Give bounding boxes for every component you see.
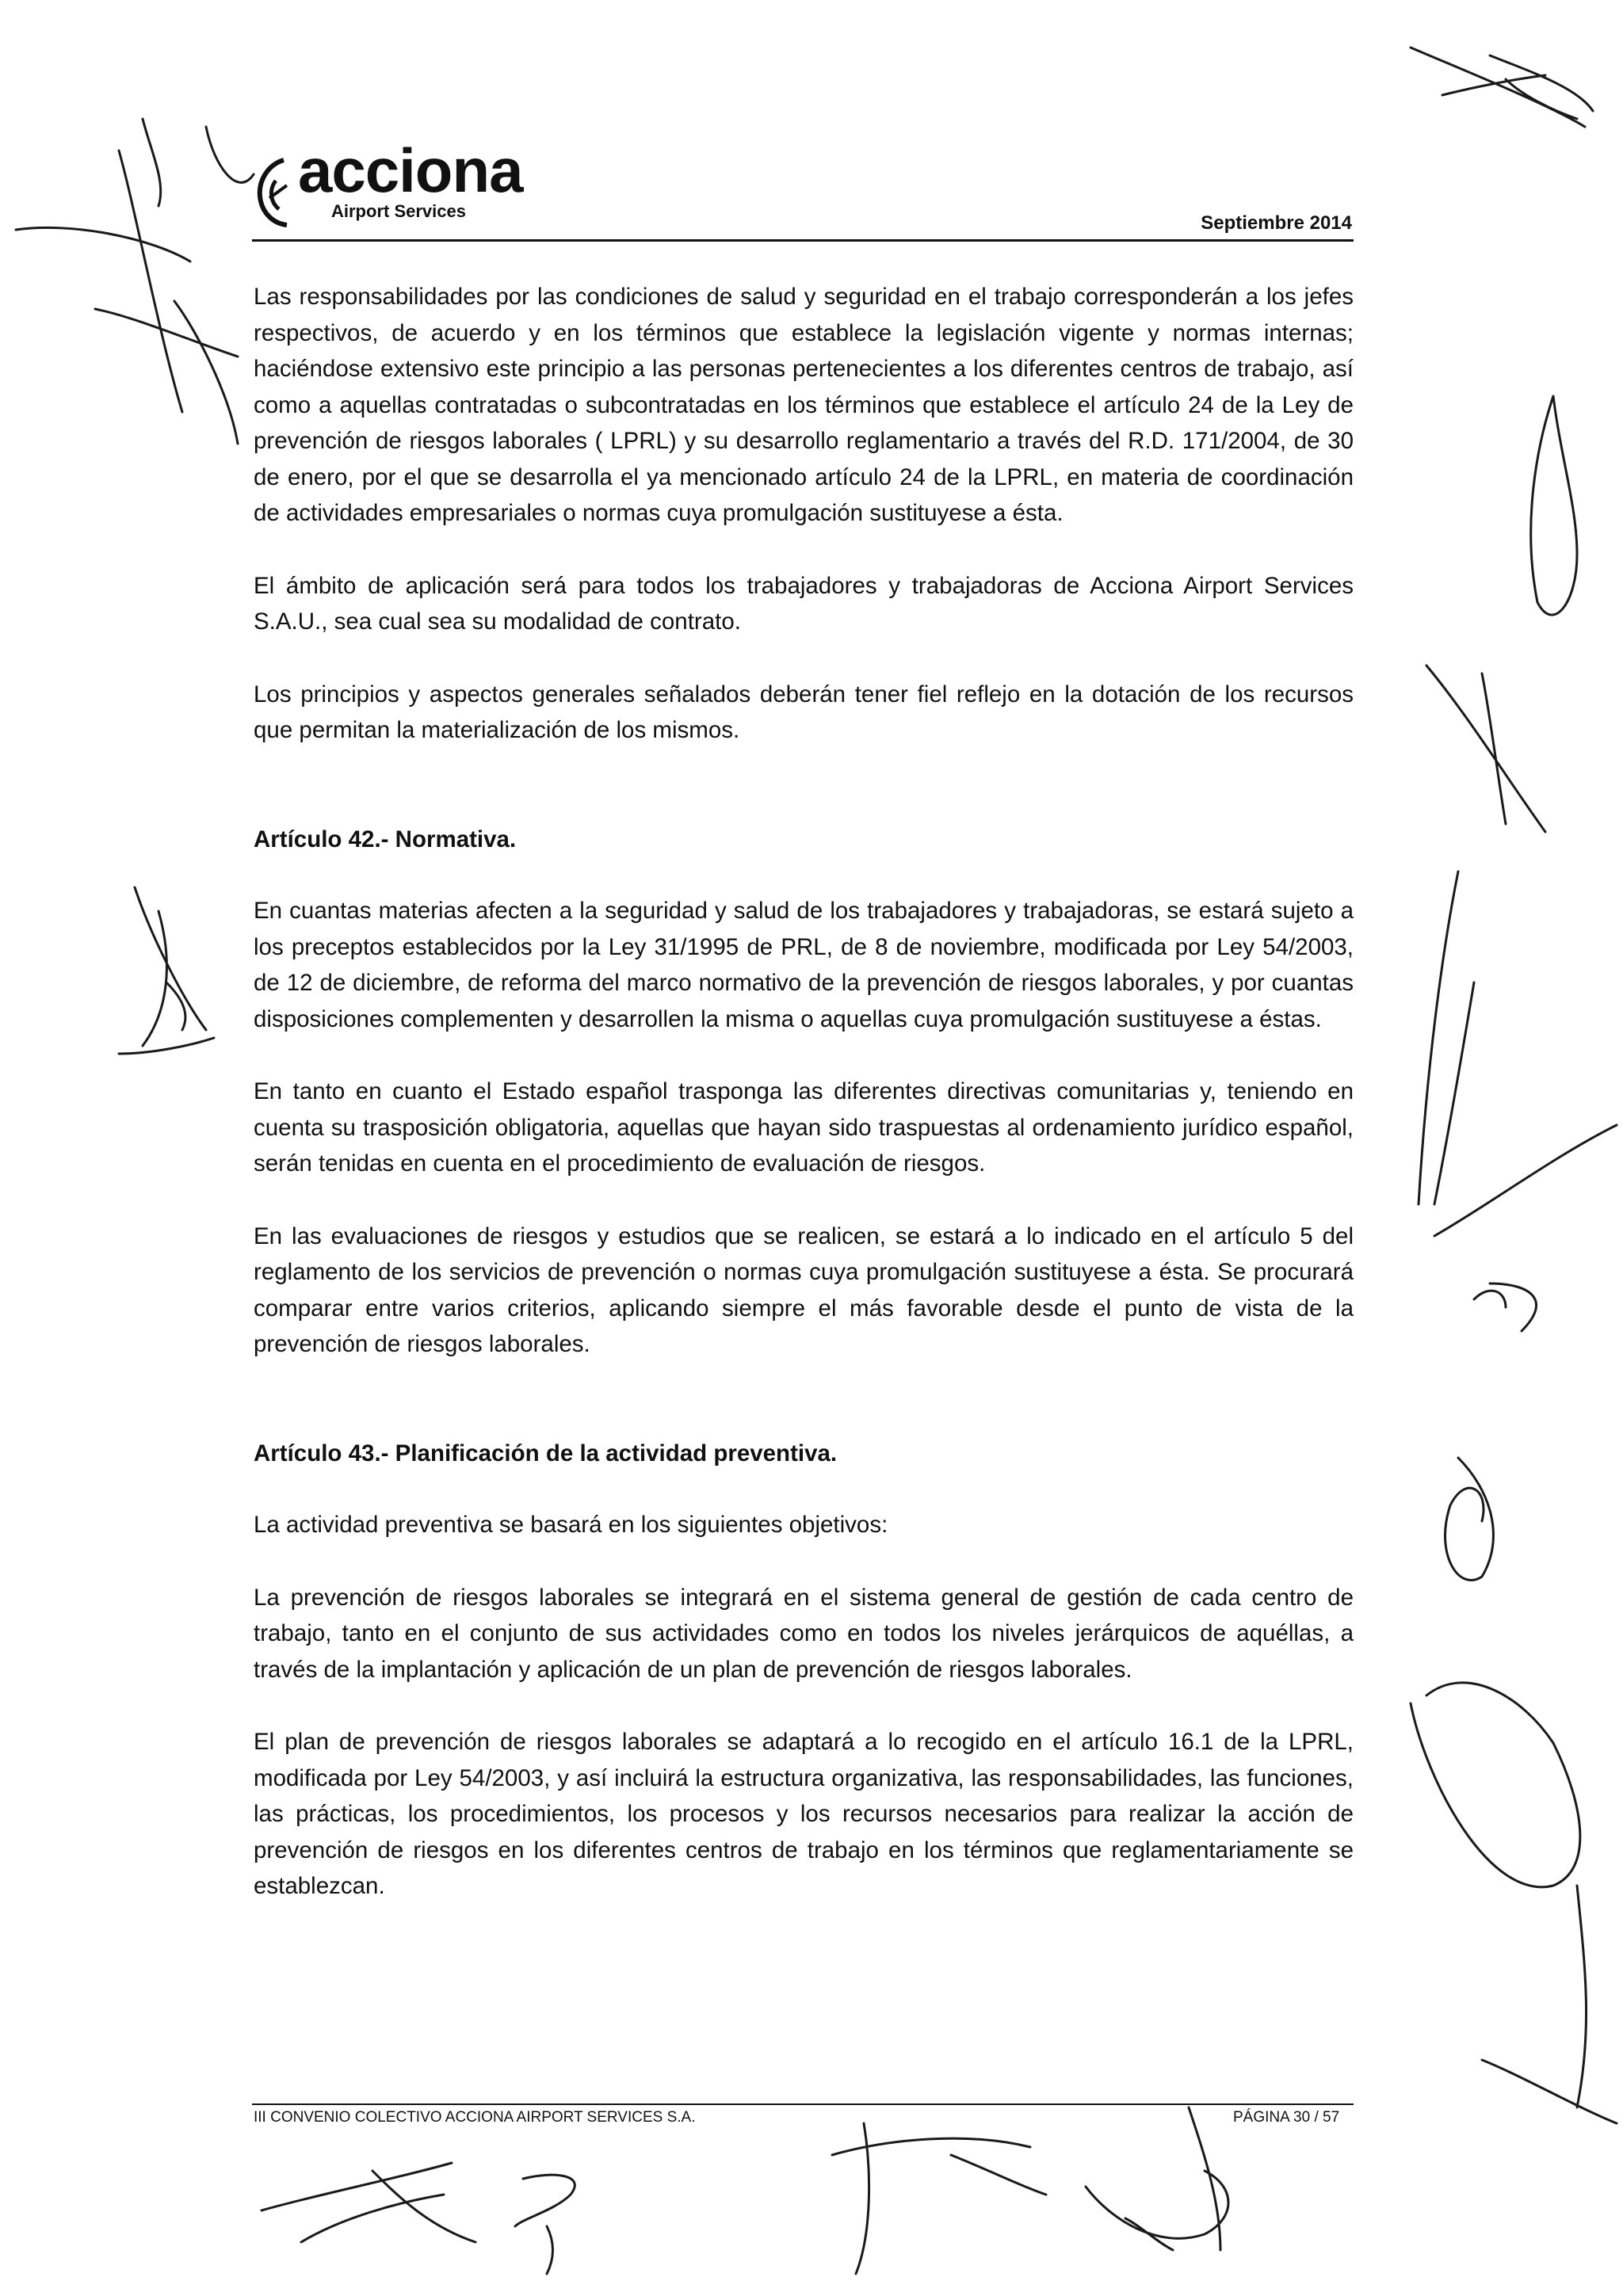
paragraph: En cuantas materias afecten a la seguridad y salud de los trabajadores y trabajadoras, se estará sujeto a los preceptos establecidos por la Ley 31/1995 de PRL, de 8 de noviembre, modificada por Ley 54/2003, de 12 de diciembre, de reforma del marco normativo de la prevención de riesgos laborales, y por cuantas disposiciones complementen y desarrollen la misma o aquellas cuya promulgación sustituyese a éstas. (254, 898, 1354, 1032)
logo-wordmark: acciona (298, 135, 523, 205)
company-logo (252, 133, 537, 228)
footer-divider (252, 2103, 1354, 2105)
signature-right-6 (1411, 1683, 1580, 1887)
signature-right-1 (1531, 396, 1577, 615)
signature-right-2 (1426, 666, 1545, 832)
signature-right-4 (1474, 1283, 1537, 1331)
paragraph: La prevención de riesgos laborales se integrará en el sistema general de gestión de cada centro de trabajo, tanto en el conjunto de sus actividades como en todos los niveles jerárquicos de aquéllas, a través de la implantación y aplicación de un plan de prevención de riesgos laborales. (254, 1584, 1354, 1683)
paragraph: El plan de prevención de riesgos laborales se adaptará a lo recogido en el artículo 16.1 de la LPRL, modificada por Ley 54/2003, y así incluirá la estructura organizativa, las responsabilidades, las funciones, las prácticas, los procedimientos, los procesos y los recursos necesarios para realizar la acción de prevención de riesgos en los diferentes centros de trabajo en los términos que reglamentariamente se establezcan. (254, 1729, 1354, 1899)
paragraph: Las responsabilidades por las condiciones de salud y seguridad en el trabajo corresponderán a los jefes respectivos, de acuerdo y en los términos que establece la legislación vigente y normas internas; haciéndose extensivo este principio a las personas pertenecientes a los diferentes centros de trabajo, así como a aquellas contratadas o subcontratadas en los términos que establece el artículo 24 de la Ley de prevención de riesgos laborales ( LPRL) y su desarrollo reglamentario a través del R.D. 171/2004, de 30 de enero, por el que se desarrolla el ya mencionado artículo 24 de la LPRL, en materia de coordinación de actividades empresariales o normas cuya promulgación sustituyese a ésta. (254, 284, 1354, 526)
signature-bottom-3 (832, 2123, 1046, 2274)
signature-bottom-1 (262, 2163, 475, 2242)
footer-title: III CONVENIO COLECTIVO ACCIONA AIRPORT SERVICES S.A. (254, 2109, 696, 2126)
signature-bottom-4 (1086, 2107, 1228, 2250)
signature-bottom-2 (515, 2175, 575, 2274)
article-heading-43: Artículo 43.- Planificación de la actividad preventiva. (254, 1440, 838, 1466)
signature-right-3 (1419, 871, 1617, 1236)
acciona-leaf-icon (252, 157, 300, 228)
header-date: Septiembre 2014 (1201, 212, 1352, 234)
paragraph: El ámbito de aplicación será para todos los trabajadores y trabajadoras de Acciona Airport Services S.A.U., sea cual sea su modalidad de contrato. (254, 572, 1354, 635)
signature-right-5 (1445, 1458, 1494, 1580)
paragraph: En tanto en cuanto el Estado español trasponga las diferentes directivas comunitarias y, teniendo en cuenta su trasposición obligatoria, aquellas que hayan sido traspuestas al ordenamiento jurídico español, serán tenidas en cuenta en el procedimiento de evaluación de riesgos. (254, 1078, 1354, 1177)
paragraph: La actividad preventiva se basará en los siguientes objetivos: (254, 1512, 888, 1538)
page-number: PÁGINA 30 / 57 (1233, 2109, 1340, 2126)
signature-top-left (16, 119, 254, 444)
signature-top-right (1411, 48, 1593, 127)
header-divider (252, 239, 1354, 242)
paragraph: Los principios y aspectos generales señalados deberán tener fiel reflejo en la dotación de los recursos que permitan la materialización de los mismos. (254, 681, 1354, 743)
paragraph: En las evaluaciones de riesgos y estudios que se realicen, se estará a lo indicado en el artículo 5 del reglamento de los servicios de prevención o normas cuya promulgación sustituyese a ésta. Se procurará comparar entre varios criterios, aplicando siempre el más favorable desde el punto de vista de la prevención de riesgos laborales. (254, 1222, 1354, 1357)
logo-subtitle: Airport Services (331, 201, 466, 221)
article-heading-42: Artículo 42.- Normativa. (254, 826, 517, 852)
document-body (254, 279, 1354, 1941)
signature-right-7 (1482, 1886, 1617, 2123)
signature-left-middle (119, 887, 214, 1054)
